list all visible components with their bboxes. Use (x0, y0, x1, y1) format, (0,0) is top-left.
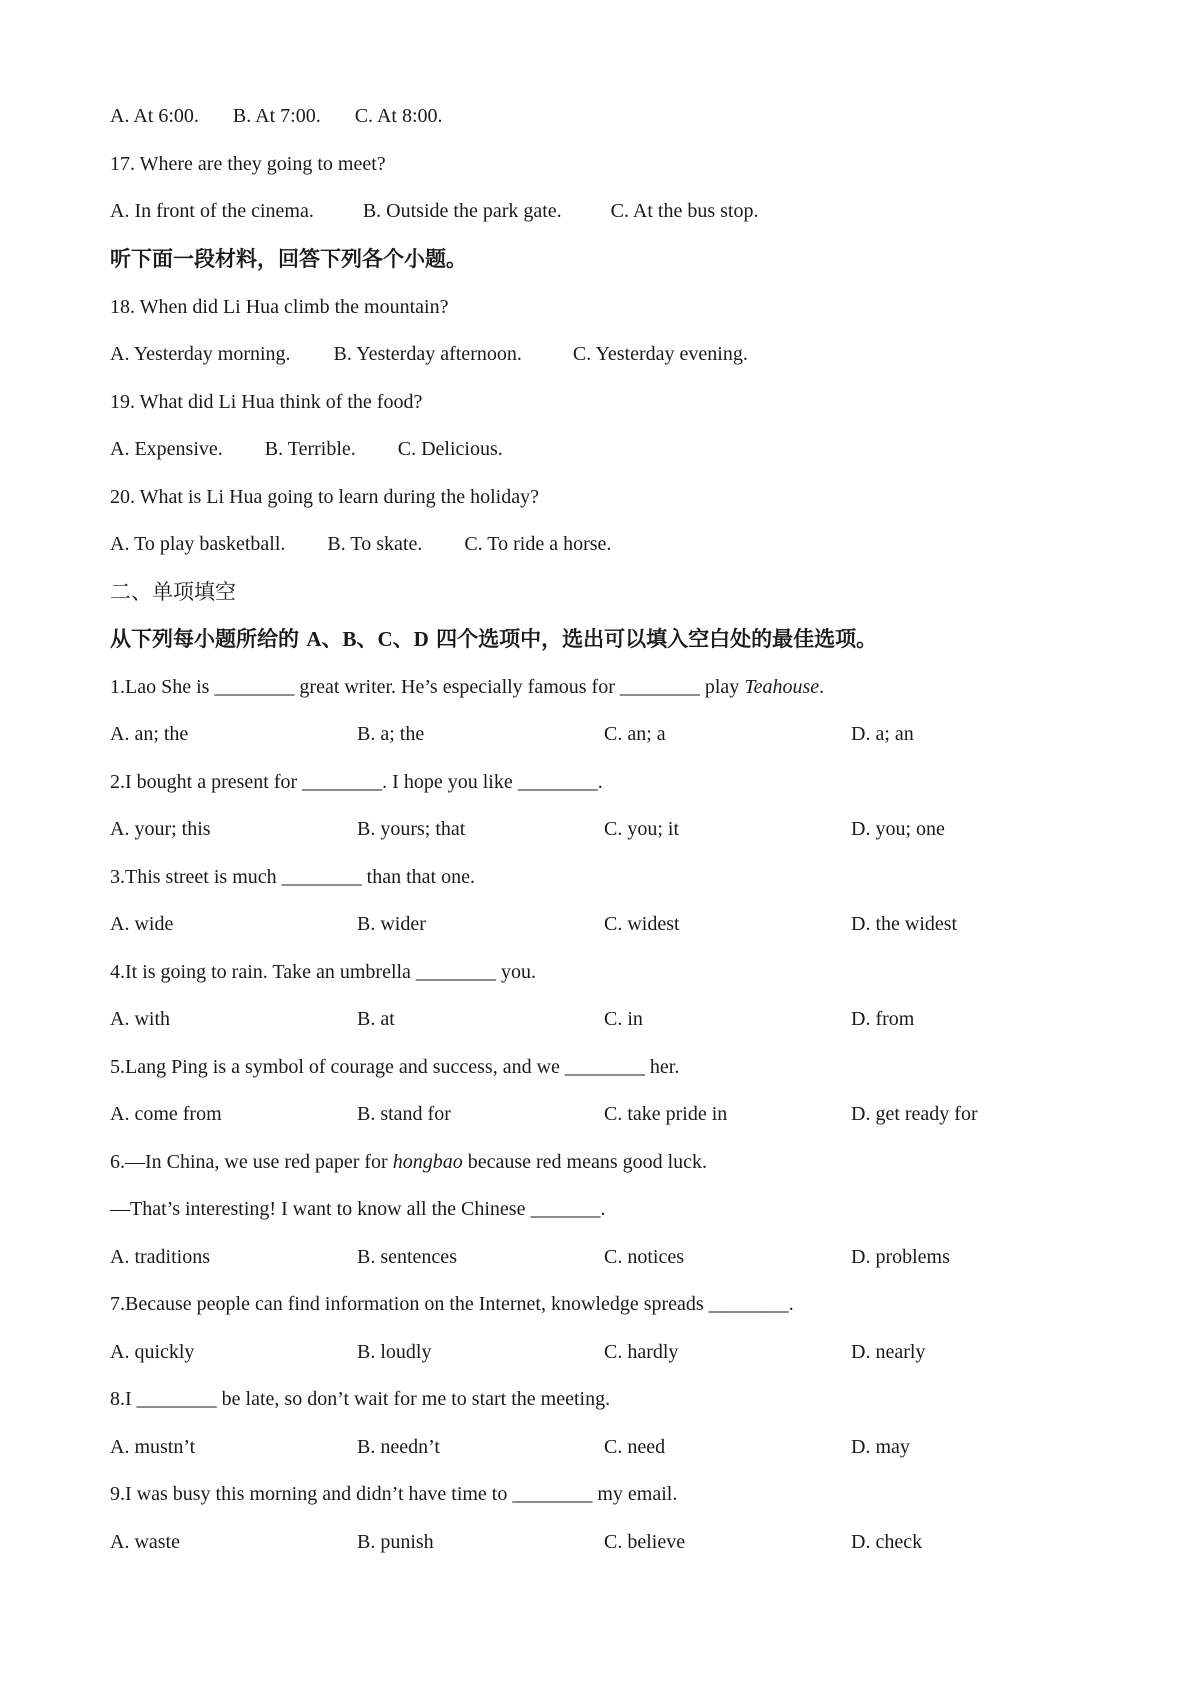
section-2-instruction (110, 626, 877, 652)
mc9-option-c: C. believe (604, 1531, 686, 1553)
mc2-option-c: C. you; it (604, 818, 680, 840)
mc9-option-a: A. waste (110, 1531, 180, 1553)
mc8-option-b: B. needn’t (357, 1436, 440, 1458)
mc6-stem-reply: —That’s interesting! I want to know all the Chinese _______. (110, 1198, 606, 1220)
mc9-stem: 9.I was busy this morning and didn’t have time to ________ my email. (110, 1483, 678, 1505)
q19-options (110, 436, 503, 462)
q18-option-a: A. Yesterday morning. (110, 343, 291, 365)
mc9-option-b: B. punish (357, 1531, 434, 1553)
mc6-option-a: A. traditions (110, 1246, 210, 1268)
mc4-option-c: C. in (604, 1008, 643, 1030)
mc6-stem (110, 1149, 707, 1175)
q20-stem: 20. What is Li Hua going to learn during the holiday? (110, 486, 539, 508)
mc1-stem (110, 674, 824, 700)
instruction-part-3: 四个选项中，选出可以填入空白处的最佳选项。 (428, 627, 878, 651)
mc3-option-b: B. wider (357, 913, 426, 935)
mc7-options (110, 1339, 1098, 1365)
section-2-title: 二、单项填空 (110, 580, 236, 604)
q16-options (110, 103, 443, 129)
q17-stem: 17. Where are they going to meet? (110, 153, 386, 175)
mc3-option-d: D. the widest (851, 913, 958, 935)
mc9-options (110, 1529, 1098, 1555)
q16-option-c: C. At 8:00. (354, 105, 443, 127)
mc5-option-d: D. get ready for (851, 1103, 978, 1125)
q19-stem: 19. What did Li Hua think of the food? (110, 391, 423, 413)
mc7-option-c: C. hardly (604, 1341, 679, 1363)
q20-option-b: B. To skate. (327, 533, 423, 555)
q17-option-a: A. In front of the cinema. (110, 200, 314, 222)
q18-option-c: C. Yesterday evening. (572, 343, 748, 365)
mc6-stem-end: because red means good luck. (462, 1151, 708, 1173)
q19-option-c: C. Delicious. (397, 438, 503, 460)
mc2-options (110, 816, 1098, 842)
mc3-options (110, 911, 1098, 937)
mc5-stem: 5.Lang Ping is a symbol of courage and success, and we ________ her. (110, 1056, 680, 1078)
mc1-options (110, 721, 1098, 747)
q16-option-a: A. At 6:00. (110, 105, 199, 127)
mc3-option-c: C. widest (604, 913, 680, 935)
mc7-option-b: B. loudly (357, 1341, 432, 1363)
mc3-stem: 3.This street is much ________ than that one. (110, 866, 475, 888)
mc7-stem: 7.Because people can find information on the Internet, knowledge spreads ________. (110, 1293, 794, 1315)
mc3-option-a: A. wide (110, 913, 174, 935)
q16-option-b: B. At 7:00. (232, 105, 321, 127)
instruction-part-1: 从下列每小题所给的 (110, 627, 307, 651)
mc4-option-a: A. with (110, 1008, 170, 1030)
mc8-option-d: D. may (851, 1436, 910, 1458)
q17-option-c: C. At the bus stop. (610, 200, 759, 222)
q19-option-a: A. Expensive. (110, 438, 223, 460)
mc1-option-d: D. a; an (851, 723, 914, 745)
mc4-option-b: B. at (357, 1008, 395, 1030)
mc5-option-c: C. take pride in (604, 1103, 728, 1125)
mc6-stem-text: 6.—In China, we use red paper for (110, 1151, 393, 1173)
mc5-options (110, 1101, 1098, 1127)
instruction-letters: A、B、C、D (306, 627, 429, 651)
q18-stem: 18. When did Li Hua climb the mountain? (110, 296, 449, 318)
q20-option-c: C. To ride a horse. (464, 533, 612, 555)
listening-instruction: 听下面一段材料，回答下列各个小题。 (110, 247, 467, 271)
mc4-options (110, 1006, 1098, 1032)
mc7-option-d: D. nearly (851, 1341, 926, 1363)
mc6-stem-italic: hongbao (392, 1151, 463, 1173)
mc1-option-a: A. an; the (110, 723, 189, 745)
mc8-option-a: A. mustn’t (110, 1436, 196, 1458)
q17-options (110, 198, 758, 224)
mc1-stem-end: . (819, 676, 825, 698)
mc7-option-a: A. quickly (110, 1341, 195, 1363)
mc1-stem-italic: Teahouse (744, 676, 820, 698)
mc8-options (110, 1434, 1098, 1460)
q18-option-b: B. Yesterday afternoon. (333, 343, 522, 365)
q20-option-a: A. To play basketball. (110, 533, 286, 555)
q18-options (110, 341, 748, 367)
mc5-option-b: B. stand for (357, 1103, 451, 1125)
mc1-option-c: C. an; a (604, 723, 666, 745)
q17-option-b: B. Outside the park gate. (362, 200, 562, 222)
mc8-option-c: C. need (604, 1436, 666, 1458)
q19-option-b: B. Terrible. (264, 438, 356, 460)
q20-options (110, 531, 611, 557)
mc6-options (110, 1244, 1098, 1270)
mc1-option-b: B. a; the (357, 723, 425, 745)
mc2-option-b: B. yours; that (357, 818, 466, 840)
mc2-option-a: A. your; this (110, 818, 211, 840)
mc6-option-b: B. sentences (357, 1246, 457, 1268)
mc6-option-d: D. problems (851, 1246, 950, 1268)
mc4-stem: 4.It is going to rain. Take an umbrella ________ you. (110, 961, 536, 983)
mc9-option-d: D. check (851, 1531, 923, 1553)
mc8-stem: 8.I ________ be late, so don’t wait for me to start the meeting. (110, 1388, 611, 1410)
mc6-option-c: C. notices (604, 1246, 684, 1268)
mc5-option-a: A. come from (110, 1103, 222, 1125)
mc2-stem: 2.I bought a present for ________. I hope you like ________. (110, 771, 603, 793)
mc2-option-d: D. you; one (851, 818, 945, 840)
mc1-stem-text: 1.Lao She is ________ great writer. He’s especially famous for ________ play (110, 676, 745, 698)
mc4-option-d: D. from (851, 1008, 915, 1030)
